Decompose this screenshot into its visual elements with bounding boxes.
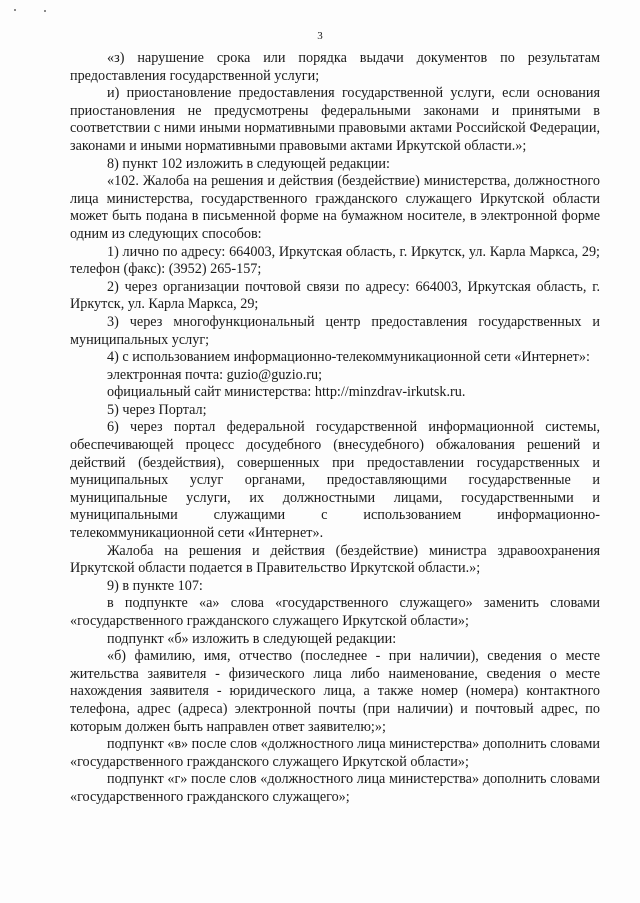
paragraph-102: «102. Жалоба на решения и действия (бездействие) министерства, должностного лица министерства, государственного гражданского служащего Иркутской области может быть подана в письменной форме на бумажном носителе, в электронной форме одним из следующих способов: [70, 173, 600, 242]
document-body [70, 50, 600, 807]
paragraph-method-3: 3) через многофункциональный центр предоставления государственных и муниципальных услуг; [70, 313, 600, 348]
paragraph-subitem-b-intro: подпункт «б» изложить в следующей редакции: [107, 630, 397, 647]
paragraph-z: «з) нарушение срока или порядка выдачи документов по результатам предоставления государственной услуги; [70, 50, 600, 84]
scan-speck [14, 9, 16, 11]
paragraph-method-2: 2) через организации почтовой связи по адресу: 664003, Иркутская область, г. Иркутск, ул. Карла Маркса, 29; [70, 278, 600, 313]
paragraph-method-5: 5) через Портал; [107, 401, 207, 418]
page-number: 3 [317, 30, 323, 42]
paragraph-subitem-g: подпункт «г» после слов «должностного лица министерства» дополнить словами «государственного гражданского служащего»; [70, 771, 600, 805]
paragraph-subitem-b-text: «б) фамилию, имя, отчество (последнее - при наличии), сведения о месте жительства заявителя - физического лица либо наименование, сведения о месте нахождения заявителя - юридического лица, а также номер (номера) контактного телефона, адрес (адреса) электронной почты (при наличии) и почтовый адрес, по которым должен быть направлен ответ заявителю;»; [70, 648, 600, 735]
paragraph-subitem-a: в подпункте «а» слова «государственного служащего» заменить словами «государственного гражданского служащего Иркутской области»; [70, 595, 600, 629]
paragraph-method-6: 6) через портал федеральной государственной информационной системы, обеспечивающей процесс досудебного (внесудебного) обжалования решений и действий (бездействия), совершенных при предоставлении государственных и муниципальных услуг органами, предоставляющими государственные и муниципальные услуги, их должностными лицами, государственными и муниципальными служащими с использованием информационно-телекоммуникационной сети «Интернет». [70, 419, 600, 542]
paragraph-method-1: 1) лично по адресу: 664003, Иркутская область, г. Иркутск, ул. Карла Маркса, 29; телефон (факс): (3952) 265-157; [70, 243, 600, 278]
paragraph-subitem-v: подпункт «в» после слов «должностного лица министерства» дополнить словами «государственного гражданского служащего Иркутской области»; [70, 736, 600, 770]
paragraph-method-4: 4) с использованием информационно-телекоммуникационной сети «Интернет»: [107, 349, 590, 366]
scan-speck [44, 10, 46, 12]
paragraph-item-8: 8) пункт 102 изложить в следующей редакции: [107, 155, 390, 172]
paragraph-item-9: 9) в пункте 107: [107, 577, 203, 594]
paragraph-minister-complaint: Жалоба на решения и действия (бездействие) министра здравоохранения Иркутской области подается в Правительство Иркутской области.»; [70, 542, 600, 577]
paragraph-i: и) приостановление предоставления государственной услуги, если основания приостановления не предусмотрены федеральными законами и принятыми в соответствии с ними иными нормативными правовыми актами Российской Федерации, законами и иными нормативными правовыми актами Иркутской области.»; [70, 85, 600, 154]
paragraph-website: официальный сайт министерства: http://minzdrav-irkutsk.ru. [107, 384, 466, 401]
paragraph-email: электронная почта: guzio@guzio.ru; [107, 366, 323, 383]
